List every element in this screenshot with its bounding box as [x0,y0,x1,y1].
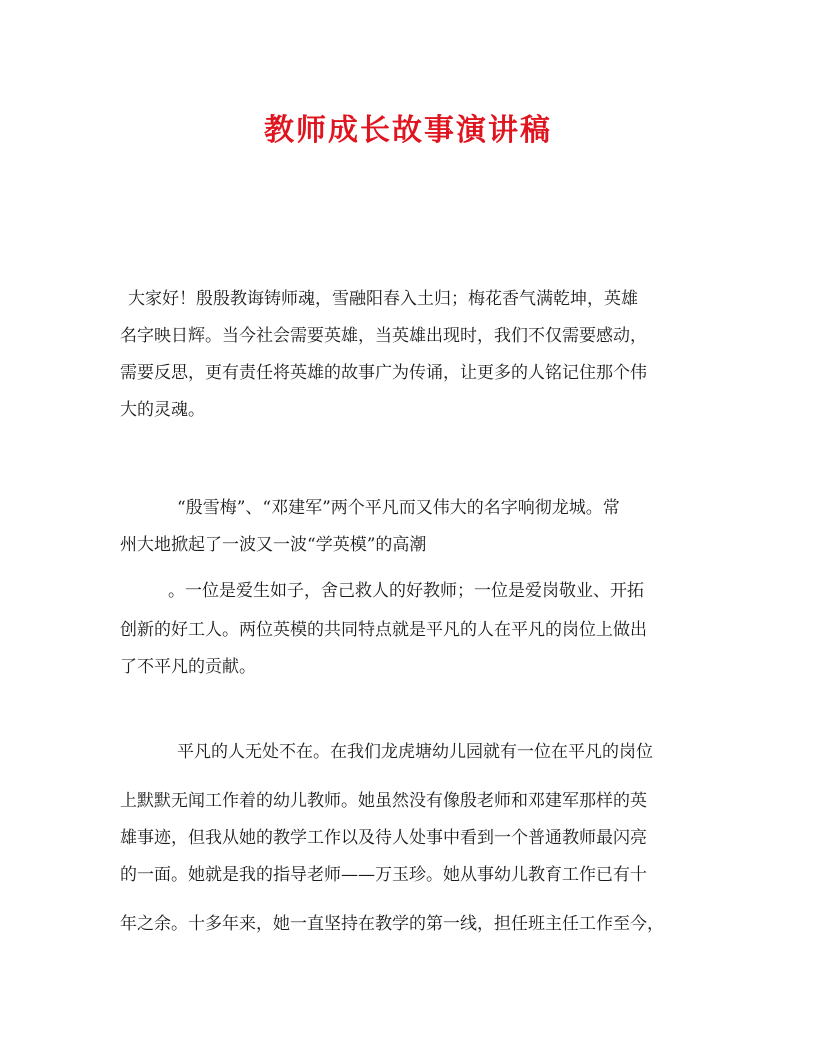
paragraph-3-line-3: 雄事迹，但我从她的教学工作以及待人处事中看到一个普通教师最闪亮 [120,828,647,848]
paragraph-3-line-5: 年之余。十多年来，她一直坚持在教学的第一线，担任班主任工作至今， [120,914,664,934]
paragraph-2-line-2: 州大地掀起了一波又一波“学英模”的高潮 [120,535,427,555]
paragraph-1-line-1: 大家好！殷殷教诲铸师魂，雪融阳春入土归；梅花香气满乾坤，英雄 [128,289,638,309]
paragraph-2-line-4: 创新的好工人。两位英模的共同特点就是平凡的人在平凡的岗位上做出 [120,620,647,640]
paragraph-2-line-3: 。一位是爱生如子，舍己救人的好教师；一位是爱岗敬业、开拓 [168,581,644,601]
paragraph-3-line-2: 上默默无闻工作着的幼儿教师。她虽然没有像殷老师和邓建军那样的英 [120,791,647,811]
paragraph-2-line-1: “殷雪梅”、“邓建军”两个平凡而又伟大的名字响彻龙城。常 [177,498,620,518]
paragraph-3-line-1: 平凡的人无处不在。在我们龙虎塘幼儿园就有一位在平凡的岗位 [177,742,653,762]
paragraph-3-line-4: 的一面。她就是我的指导老师——万玉珍。她从事幼儿教育工作已有十 [120,865,647,885]
paragraph-1-line-4: 大的灵魂。 [120,400,205,420]
paragraph-1-line-3: 需要反思，更有责任将英雄的故事广为传诵，让更多的人铭记住那个伟 [120,363,647,383]
document-title: 教师成长故事演讲稿 [264,113,552,148]
paragraph-2-line-5: 了不平凡的贡献。 [120,657,256,677]
paragraph-1-line-2: 名字映日辉。当今社会需要英雄，当英雄出现时，我们不仅需要感动， [120,326,647,346]
